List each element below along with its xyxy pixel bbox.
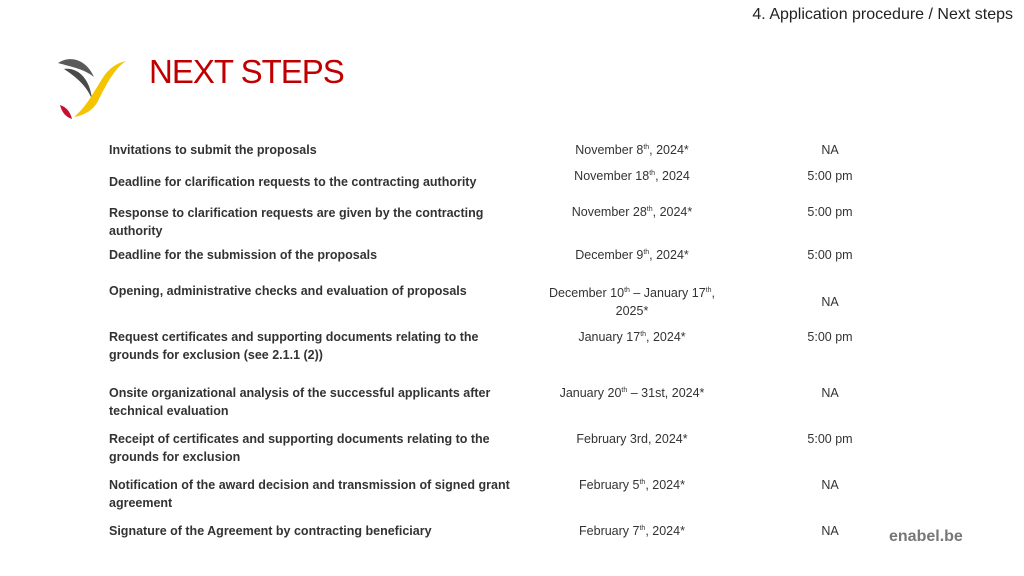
step-time: 5:00 pm — [807, 205, 853, 219]
step-label: Deadline for the submission of the proposals — [109, 248, 378, 262]
step-date — [532, 203, 732, 221]
date-text: November 28 — [571, 205, 647, 219]
date-text: , 2024* — [649, 248, 689, 262]
step-time: NA — [821, 386, 839, 400]
step-time: NA — [821, 524, 839, 538]
step-label: Opening, administrative checks and evaluation of proposals — [109, 284, 467, 298]
date-text: December 10 — [549, 286, 625, 300]
step-date — [532, 167, 732, 185]
enabel-logo-icon — [56, 55, 128, 121]
step-time: 5:00 pm — [807, 432, 853, 446]
step-time: 5:00 pm — [807, 330, 853, 344]
step-label: Invitations to submit the proposals — [109, 143, 317, 157]
step-time: 5:00 pm — [807, 169, 853, 183]
date-ordinal-suffix: th — [640, 330, 647, 338]
date-text: , 2024* — [646, 330, 686, 344]
date-text: January 17 — [578, 330, 641, 344]
step-label: Response to clarification requests are given by the contracting authority — [109, 206, 484, 238]
date-ordinal-suffix: th — [649, 169, 656, 177]
step-label: Onsite organizational analysis of the successful applicants after technical evaluation — [109, 386, 491, 418]
date-ordinal-suffix: th — [639, 524, 646, 532]
date-text: February 7 — [579, 524, 640, 538]
date-ordinal-suffix: th — [624, 286, 630, 294]
date-text: – 31st, 2024* — [627, 386, 705, 400]
step-time: NA — [821, 478, 839, 492]
date-ordinal-suffix: th — [646, 205, 653, 213]
step-label: Receipt of certificates and supporting documents relating to the grounds for exclusion — [109, 432, 490, 464]
date-text: , 2024 — [655, 169, 690, 183]
date-text: February 3rd, 2024* — [576, 432, 688, 446]
date-text: December 9 — [575, 248, 644, 262]
date-text: November 8 — [575, 143, 644, 157]
date-text: February 5 — [579, 478, 640, 492]
step-date — [532, 476, 732, 494]
date-ordinal-suffix: th — [639, 478, 646, 486]
date-text: , 2024* — [652, 205, 693, 219]
step-date — [532, 246, 732, 264]
date-text: – January 17 — [629, 286, 706, 300]
date-text: , 2024* — [645, 478, 685, 492]
step-date — [532, 522, 732, 540]
date-ordinal-suffix: th — [643, 143, 650, 151]
step-time: NA — [821, 295, 839, 309]
step-date — [532, 430, 732, 448]
date-ordinal-suffix: th — [705, 286, 712, 294]
site-url: enabel.be — [889, 528, 963, 545]
date-text: , 2024* — [645, 524, 685, 538]
step-label: Notification of the award decision and transmission of signed grant agreement — [109, 478, 510, 510]
date-ordinal-suffix: th — [621, 386, 628, 394]
page-title: NEXT STEPS — [149, 53, 344, 90]
date-text: , 2025* — [615, 286, 715, 318]
breadcrumb: 4. Application procedure / Next steps — [752, 6, 1013, 23]
date-text: , 2024* — [649, 143, 689, 157]
date-text: January 20 — [559, 386, 622, 400]
step-label: Deadline for clarification requests to the contracting authority — [109, 175, 477, 189]
date-text: November 18 — [574, 169, 650, 183]
date-ordinal-suffix: th — [643, 248, 650, 256]
step-time: NA — [821, 143, 839, 157]
step-time: 5:00 pm — [807, 248, 853, 262]
step-label: Signature of the Agreement by contracting beneficiary — [109, 524, 432, 538]
step-date — [532, 141, 732, 159]
step-date — [532, 284, 732, 320]
step-date — [532, 328, 732, 346]
step-date — [532, 384, 732, 402]
step-label: Request certificates and supporting documents relating to the grounds for exclusion (see 2.1.1 (2)) — [109, 330, 479, 362]
